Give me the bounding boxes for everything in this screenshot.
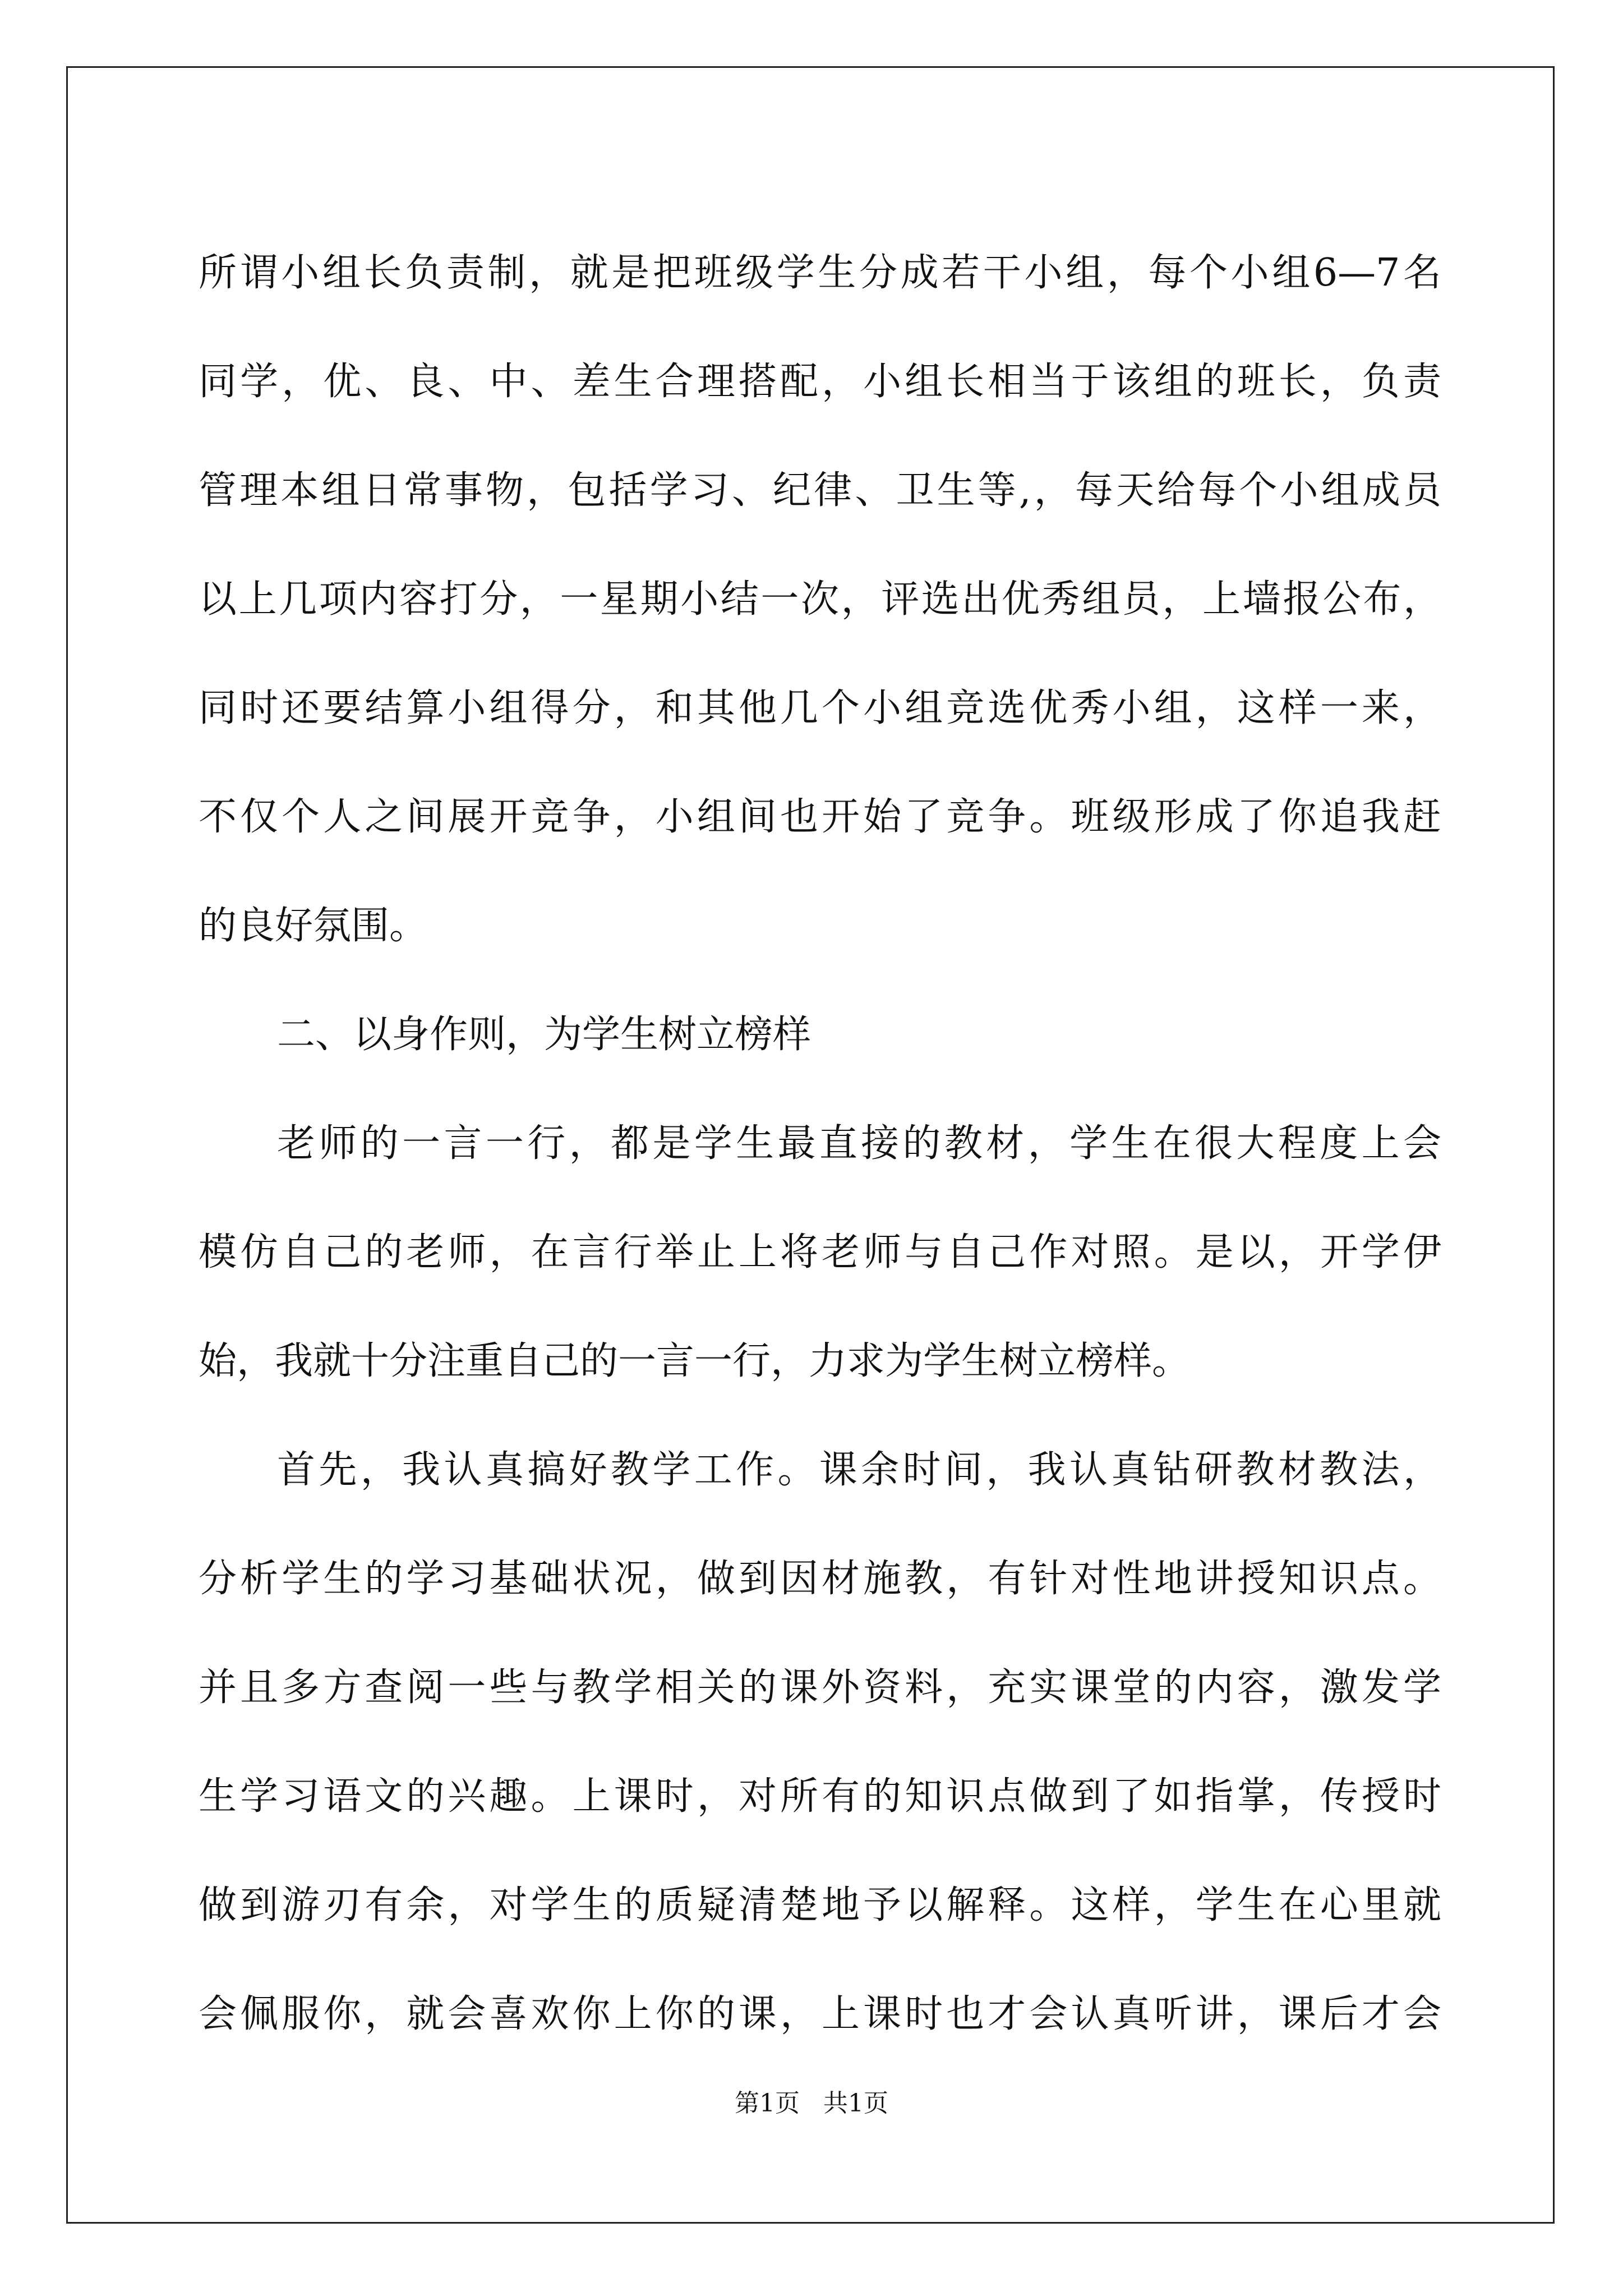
body-line: 分析学生的学习基础状况，做到因材施教，有针对性地讲授知识点。 (199, 1557, 1441, 1601)
body-line: 不仅个人之间展开竞争，小组间也开始了竞争。班级形成了你追我赶 (199, 795, 1441, 839)
document-body (199, 219, 1441, 2069)
body-line: 并且多方查阅一些与教学相关的课外资料，充实课堂的内容，激发学 (199, 1665, 1441, 1710)
body-line: 始，我就十分注重自己的一言一行，力求为学生树立榜样。 (199, 1339, 1191, 1383)
page-footer (0, 2087, 1623, 2120)
body-line: 首先，我认真搞好教学工作。课余时间，我认真钻研教材教法， (277, 1448, 1441, 1492)
body-line: 同时还要结算小组得分，和其他几个小组竞选优秀小组，这样一来， (199, 686, 1441, 730)
page-total: 共1页 (823, 2089, 888, 2118)
body-line: 以上几项内容打分，一星期小结一次，评选出优秀组员，上墙报公布， (199, 577, 1441, 622)
body-line: 的良好氛围。 (199, 904, 428, 948)
body-line: 老师的一言一行，都是学生最直接的教材，学生在很大程度上会 (277, 1121, 1441, 1166)
body-line: 会佩服你，就会喜欢你上你的课，上课时也才会认真听讲，课后才会 (199, 1992, 1441, 2036)
page-number: 第1页 (735, 2089, 800, 2118)
body-line: 同学，优、良、中、差生合理搭配，小组长相当于该组的班长，负责 (199, 360, 1441, 404)
body-line: 模仿自己的老师，在言行举止上将老师与自己作对照。是以，开学伊 (199, 1230, 1441, 1274)
body-line: 做到游刃有余，对学生的质疑清楚地予以解释。这样，学生在心里就 (199, 1883, 1441, 1927)
section-heading: 二、以身作则，为学生树立榜样 (277, 1013, 811, 1057)
body-line: 所谓小组长负责制，就是把班级学生分成若干小组，每个小组6—7名 (199, 251, 1441, 295)
body-line: 管理本组日常事物，包括学习、纪律、卫生等,，每天给每个小组成员 (199, 468, 1441, 513)
body-line: 生学习语文的兴趣。上课时，对所有的知识点做到了如指掌，传授时 (199, 1774, 1441, 1819)
